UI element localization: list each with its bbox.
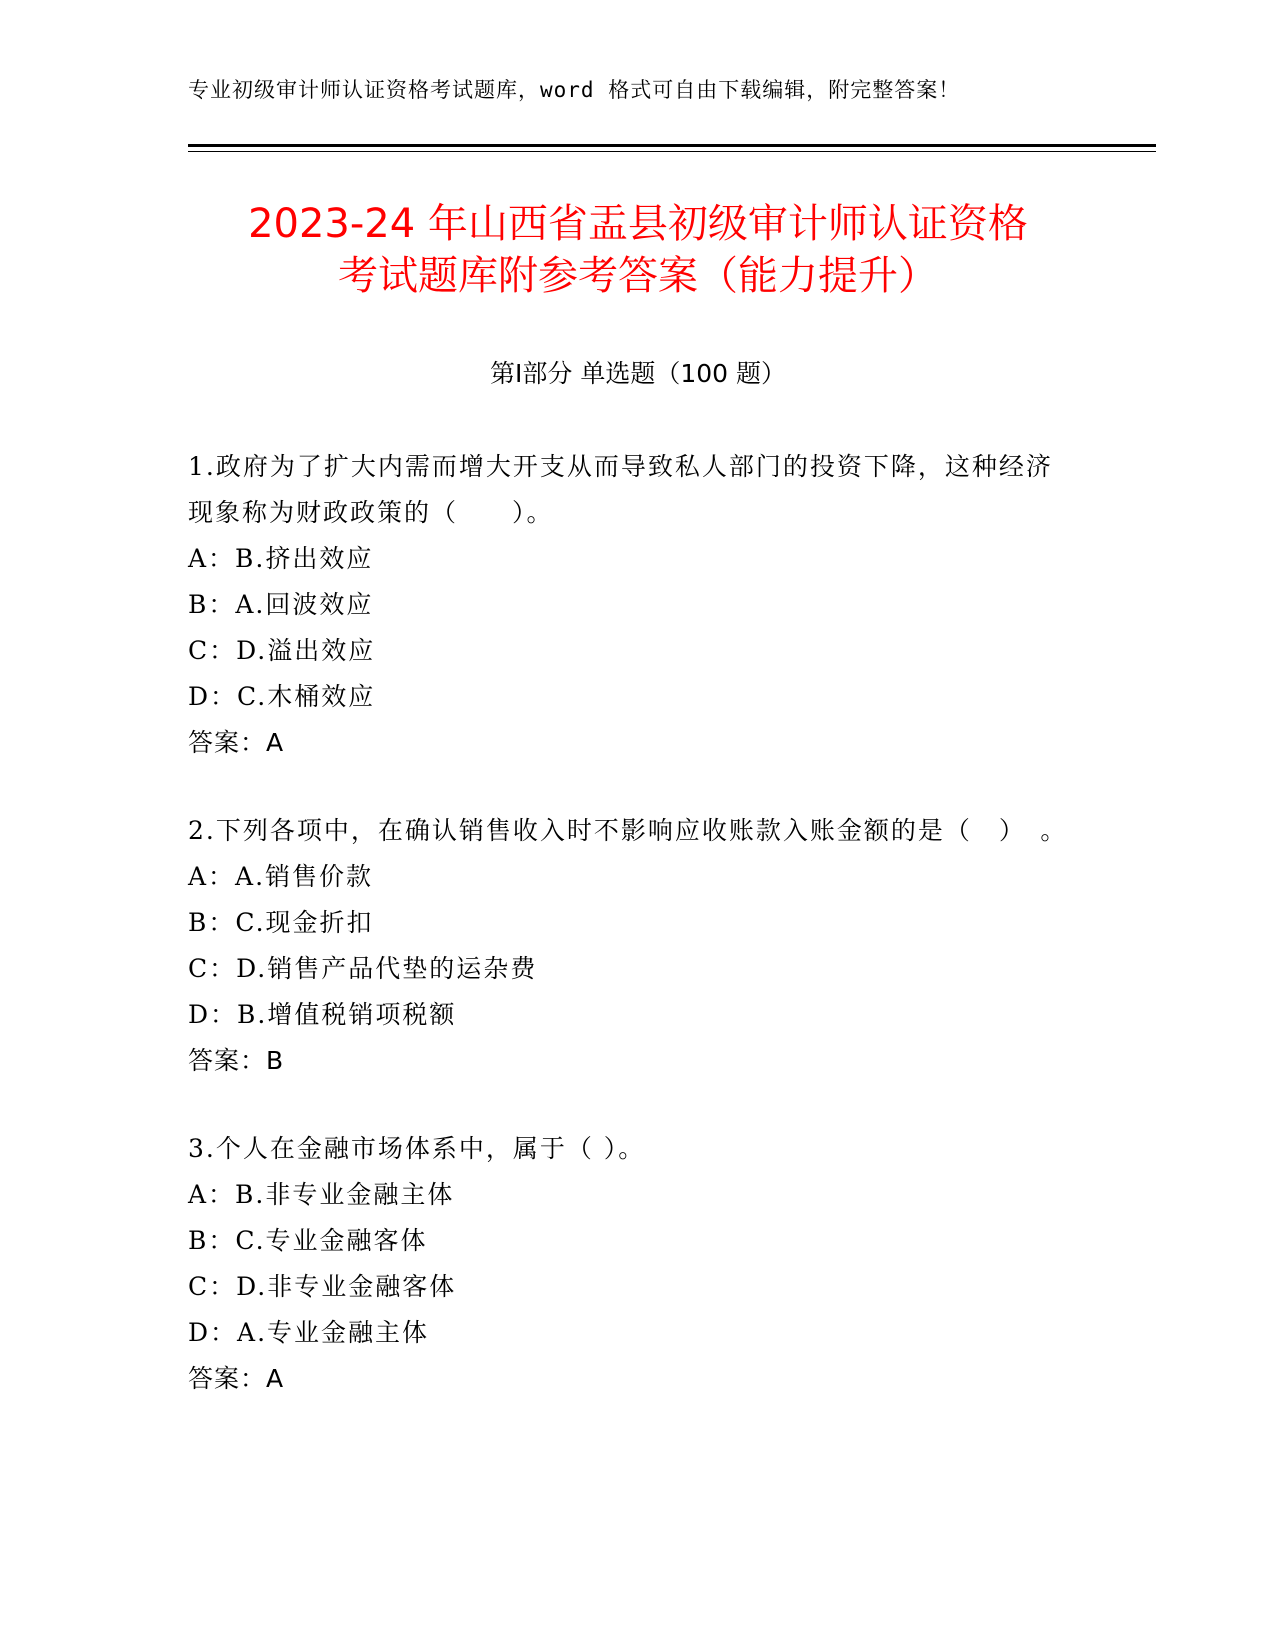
answer: 答案：B [188,1046,285,1075]
question-stem: 2.下列各项中，在确认销售收入时不影响应收账款入账金额的是（ ） 。 [188,816,1068,845]
header-note: 专业初级审计师认证资格考试题库，word 格式可自由下载编辑，附完整答案！ [188,78,961,102]
answer: 答案：A [188,1364,285,1393]
section-heading: 第Ⅰ部分 单选题（100 题） [490,359,786,388]
question-list [188,444,1068,1402]
option-d: D：A.专业金融主体 [188,1318,430,1347]
option-d: D：C.木桶效应 [188,682,376,711]
option-c: C：D.溢出效应 [188,636,376,665]
question-spacer [188,766,1068,808]
option-a: A：B.非专业金融主体 [188,1180,455,1209]
option-d: D：B.增值税销项税额 [188,1000,457,1029]
question-2 [188,808,1068,1084]
question-stem: 1.政府为了扩大内需而增大开支从而导致私人部门的投资下降，这种经济现象称为财政政策的（ ）。 [188,452,1053,527]
question-3 [188,1126,1068,1402]
option-c: C：D.销售产品代垫的运杂费 [188,954,538,983]
header-rule-thick [188,144,1156,147]
option-b: B：A.回波效应 [188,590,374,619]
option-a: A：A.销售价款 [188,862,374,891]
question-spacer [188,1084,1068,1126]
document-title [188,198,1088,302]
option-c: C：D.非专业金融客体 [188,1272,457,1301]
option-b: B：C.专业金融客体 [188,1226,428,1255]
option-a: A：B.挤出效应 [188,544,374,573]
document-title-line-1: 2023-24 年山西省盂县初级审计师认证资格 [248,201,1028,247]
document-title-line-2: 考试题库附参考答案（能力提升） [338,253,938,299]
question-stem: 3.个人在金融市场体系中，属于（ ）。 [188,1134,646,1163]
option-b: B：C.现金折扣 [188,908,374,937]
answer: 答案：A [188,728,285,757]
header-rule-thin [188,151,1156,152]
question-1 [188,444,1068,766]
